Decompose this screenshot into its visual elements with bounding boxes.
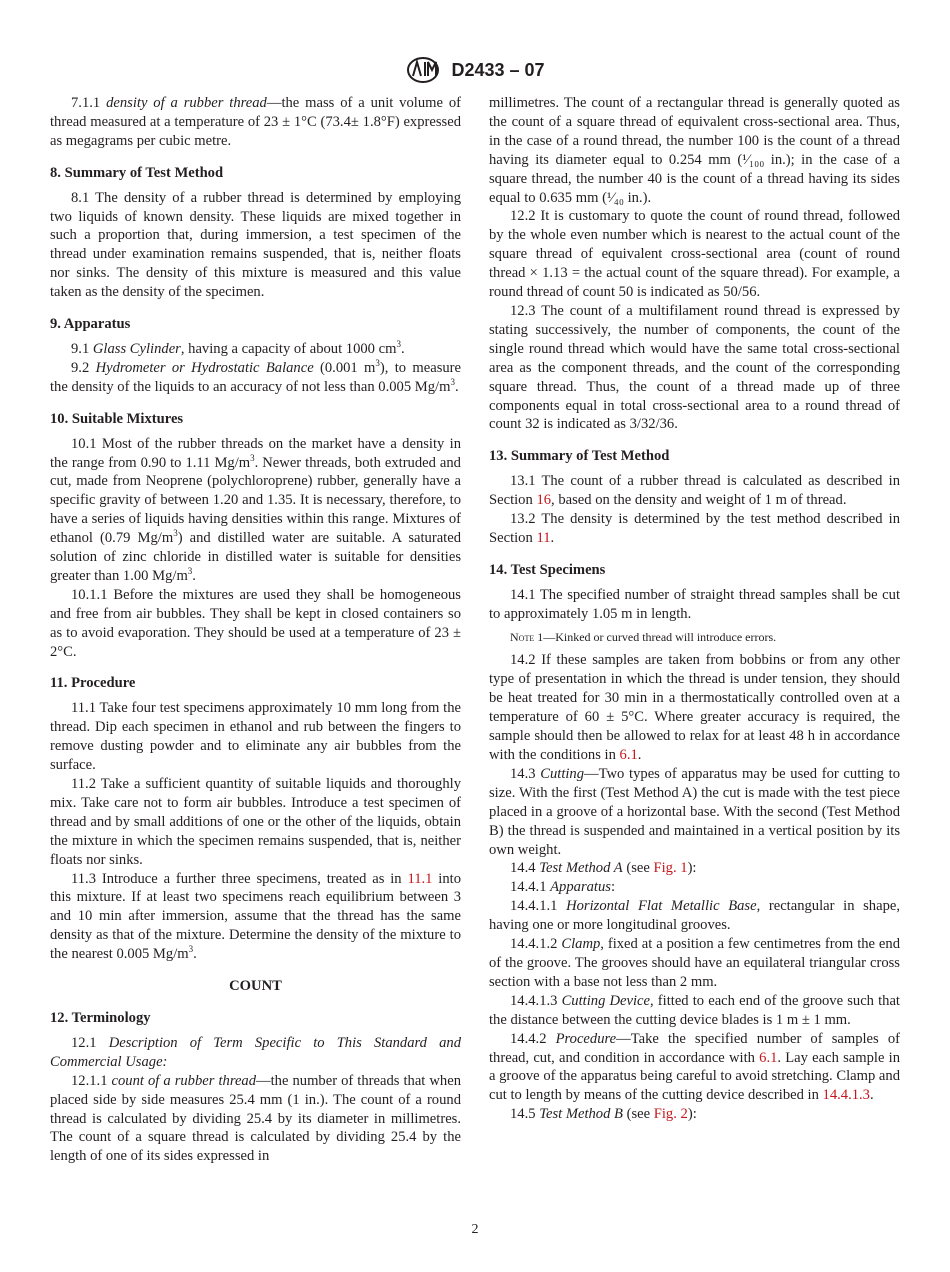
right-column (489, 94, 900, 1124)
paragraph (489, 878, 900, 897)
paragraph (489, 651, 900, 764)
italic-term: Glass Cylinder (92, 340, 181, 357)
text-run: . Newer threads, both extruded and cut, made from Neoprene (polychloroprene) rubber, generally have a specific gravity of between 1.20 and 1.35. It is necessary, therefore, to have a series of liquids having densities within this range. Mixtures of ethanol (0.79 Mg/m (50, 454, 461, 547)
paragraph (50, 586, 461, 662)
italic-term: Cutting (540, 765, 585, 782)
paragraph (489, 935, 900, 992)
text-run: 14.4.1.2 (510, 936, 562, 953)
section-heading (489, 561, 900, 580)
page-number: 2 (471, 1222, 479, 1237)
text-run: —the mass of a unit volume of thread measured at a temperature of 23 ± 1°C (73.4± 1.8°F) expressed as megagrams per cubic metre. (50, 95, 461, 149)
text-run: 11.1 Take four test specimens approximately 10 mm long from the thread. Dip each specimen in ethanol and rub between the fingers to remove dusting powder and to eliminate any air bubbles from the surface. (50, 700, 461, 774)
text-run: —the number of threads that when placed side by side measures 25.4 mm (1 in.). The count of a round thread is calculated by dividing 25.4 by its diameter in millimetres. The count of a square thread is calculated by dividing 25.4 by the length of one of its sides expressed in (50, 1072, 461, 1165)
text-run: into this mixture. If at least two specimens reach equilibrium between 3 and 10 min after immersion, assume that the thread has the same density as that of the mixture. Determine the density of the mixture to the nearest 0.005 Mg/m (50, 870, 461, 963)
note (489, 628, 900, 647)
paragraph (489, 302, 900, 434)
superscript: 3 (450, 376, 455, 387)
paragraph (50, 1034, 461, 1072)
text-run: 11. Procedure (50, 675, 136, 692)
paragraph (50, 94, 461, 151)
italic-term: Horizontal Flat Metallic Base (566, 898, 757, 915)
text-run: 14.4.1 (510, 879, 551, 896)
text-run: . (192, 567, 196, 584)
text-run: 9.1 (71, 340, 93, 357)
superscript: 3 (375, 358, 380, 369)
italic-term: Test Method B (539, 1106, 623, 1123)
cross-reference-link[interactable]: 16 (536, 492, 552, 509)
paragraph (50, 359, 461, 397)
text-run: 10.1 Most of the rubber threads on the market have a density in the range from 0.90 to 1.11 Mg/m (50, 435, 461, 471)
text-run: 12.1.1 (71, 1072, 112, 1089)
section-heading (50, 674, 461, 693)
text-run: 14.4 (510, 860, 540, 877)
text-run: ): (687, 860, 697, 877)
part-heading (50, 977, 461, 996)
paragraph (489, 1030, 900, 1106)
paragraph (489, 586, 900, 624)
text-run: millimetres. The count of a rectangular thread is generally quoted as the count of a square thread of equivalent cross-sectional area. Thus, in the case of a round thread, the number 100 is the count of a thread having its diameter equal to 0.254 mm (¹⁄₁₀₀ in.); in the case of a square thread, the number 40 is the count of a thread having its sides equal to 0.635 mm (¹⁄₄₀ in.). (489, 95, 900, 206)
text-run: 10.1.1 Before the mixtures are used they shall be homogeneous and free from air bubbles. They shall be kept in closed containers so as to avoid evaporation. They should be used at a temperature of 23 ± 2°C. (50, 586, 461, 660)
superscript: 3 (173, 528, 178, 539)
paragraph (50, 340, 461, 359)
cross-reference-link[interactable]: Fig. 1 (653, 860, 688, 877)
text-run: . (550, 529, 555, 546)
text-run: 14.2 If these samples are taken from bobbins or from any other type of presentation in which the thread is under tension, they should be heat treated for 30 min in a thermostatically controlled oven at a temperature of 60 ± 5°C. Where greater accuracy is required, the sample should then be allowed to relax for at least 48 h in accordance with the conditions in (489, 652, 900, 763)
italic-term: Cutting Device (561, 992, 651, 1009)
paragraph (489, 765, 900, 860)
italic-term: Clamp (561, 936, 601, 953)
text-run: , having a capacity of about 1000 cm (180, 340, 397, 357)
text-run: . (454, 378, 459, 395)
italic-term: Apparatus (550, 879, 611, 896)
astm-logo-icon (405, 56, 441, 84)
paragraph (50, 699, 461, 775)
text-run: 14. Test Specimens (489, 561, 606, 578)
text-run: : (610, 879, 616, 896)
text-run: 13.1 The count of a rubber thread is calculated as described in Section (489, 473, 900, 509)
italic-term: Test Method A (539, 860, 623, 877)
cross-reference-link[interactable]: 6.1 (759, 1049, 778, 1066)
paragraph (489, 472, 900, 510)
paragraph (50, 435, 461, 586)
text-run: , fitted to each end of the groove such that the distance between the cutting device blades is 1 m ± 1 mm. (489, 992, 900, 1028)
cross-reference-link[interactable]: 6.1 (619, 747, 638, 763)
text-run: 8.1 The density of a rubber thread is determined by employing two liquids of known density. These liquids are mixed together in such a proportion that, during immersion, a test specimen of the thread under examination remains suspended, that is, neither floats nor sinks. The density of this mixture is measured and this value taken as the density of the specimen. (50, 189, 461, 301)
italic-term: Procedure (555, 1030, 617, 1047)
text-run: 12. Terminology (50, 1009, 151, 1026)
italic-term: Hydrometer or Hydrostatic Balance (95, 359, 314, 376)
paragraph (489, 94, 900, 207)
text-run: 12.2 It is customary to quote the count of round thread, followed by the whole even number which is nearest to the actual count of the square thread of equivalent cross-sectional area (count of round thread × 1.13 = the actual count of the square thread). For example, a round thread of count 50 is indicated as 50/56. (489, 208, 900, 301)
cross-reference-link[interactable]: 14.4.1.3 (822, 1087, 870, 1104)
text-run: 14.4.1.1 (510, 898, 567, 915)
superscript: 3 (188, 944, 194, 955)
italic-term: count of a rubber thread (111, 1072, 257, 1089)
text-run: 13. Summary of Test Method (489, 448, 670, 465)
paragraph (489, 992, 900, 1030)
paragraph (489, 207, 900, 302)
superscript: 3 (187, 566, 193, 577)
cross-reference-link[interactable]: 11.1 (407, 870, 433, 887)
text-run: (0.001 m (313, 359, 376, 376)
text-run: (see (622, 1106, 654, 1123)
text-run: . Lay each sample in a groove of the apparatus being careful to avoid stretching. Clamp and cut to length by means of the cutting device described in (489, 1049, 900, 1104)
text-run: , fixed at a position a few centimetres from the end of the groove. The grooves should have an equilateral triangular cross section with a base not less than 2 mm. (489, 936, 901, 990)
section-heading (489, 447, 900, 466)
text-run: 9. Apparatus (50, 316, 131, 333)
text-run: , based on the density and weight of 1 m of thread. (551, 492, 847, 509)
paragraph (489, 1105, 900, 1124)
text-run: —Take the specified number of samples of thread, cut, and condition in accordance with (489, 1030, 900, 1066)
text-run: ) and distilled water are suitable. A saturated solution of zinc chloride in distilled water is suitable for densities greater than 1.00 Mg/m (50, 530, 461, 584)
text-run: 8. Summary of Test Method (50, 164, 224, 181)
text-run: COUNT (229, 978, 282, 995)
text-run: 12.1 (71, 1034, 109, 1051)
section-heading (50, 164, 461, 183)
section-heading (50, 315, 461, 334)
italic-term: Description of Term Specific to This Standard and Commercial Usage: (50, 1034, 461, 1070)
note-label: Note (510, 629, 535, 644)
text-run: —Two types of apparatus may be used for cutting to size. With the first (Test Method A) the cut is made with the test piece placed in a groove of a horizontal base. With the second (Test Method B) the thread is suspended and maintained in a vertical position by its own weight. (489, 765, 901, 858)
left-column (50, 94, 461, 1166)
text-run: 14.1 The specified number of straight thread samples shall be cut to approximately 1.05 m in length. (489, 586, 900, 622)
text-run: 14.4.2 (510, 1030, 556, 1047)
text-run: 9.2 (71, 359, 96, 376)
paragraph (50, 189, 461, 302)
standard-code: D2433 – 07 (451, 59, 545, 80)
text-run: . (869, 1087, 874, 1104)
text-run: 11.2 Take a sufficient quantity of suitable liquids and thoroughly mix. Take care not to form air bubbles. Introduce a test specimen of thread and by small additions of one or the other of the liquids, obtain the mixture in which the specimen remains suspended, that is, neither floats nor sinks. (50, 776, 461, 868)
text-run: 13.2 The density is determined by the test method described in Section (489, 511, 900, 546)
text-run: 7.1.1 (71, 95, 107, 111)
section-heading (50, 1009, 461, 1028)
paragraph (50, 870, 461, 965)
text-run: 1—Kinked or curved thread will introduce errors. (534, 629, 777, 644)
superscript: 3 (396, 339, 401, 350)
cross-reference-link[interactable]: 11 (536, 529, 551, 546)
text-run: 10. Suitable Mixtures (50, 410, 184, 427)
italic-term: density of a rubber thread (106, 95, 267, 111)
page-header (0, 56, 950, 84)
section-heading (50, 410, 461, 429)
paragraph (489, 859, 900, 878)
paragraph (489, 897, 900, 935)
text-run: 14.4.1.3 (510, 992, 562, 1009)
paragraph (50, 1072, 461, 1167)
cross-reference-link[interactable]: Fig. 2 (653, 1106, 688, 1123)
text-run: ): (687, 1106, 697, 1123)
text-run: ), to measure the density of the liquids to an accuracy of not less than 0.005 Mg/m (50, 359, 462, 395)
text-run: . (193, 946, 197, 963)
text-run: 14.3 (510, 765, 541, 782)
text-run: (see (622, 860, 654, 877)
text-run: 14.5 (510, 1106, 540, 1123)
text-run: 11.3 Introduce a further three specimens, treated as in (71, 870, 408, 887)
text-run: , rectangular in shape, having one or more longitudinal grooves. (489, 898, 901, 934)
text-run: . (637, 747, 642, 763)
text-run: 12.3 The count of a multifilament round thread is expressed by stating successively, the number of components, the count of the single round thread which would have the same total cross-sectional area as the component threads, and the count of the corresponding square thread. Thus, the count of a thread made up of three components equal in total cross-sectional area to a round thread of count 32 is indicated as 3/32/36. (489, 302, 900, 433)
text-run: . (400, 340, 405, 357)
paragraph (50, 775, 461, 870)
paragraph (489, 510, 900, 548)
superscript: 3 (250, 452, 255, 463)
